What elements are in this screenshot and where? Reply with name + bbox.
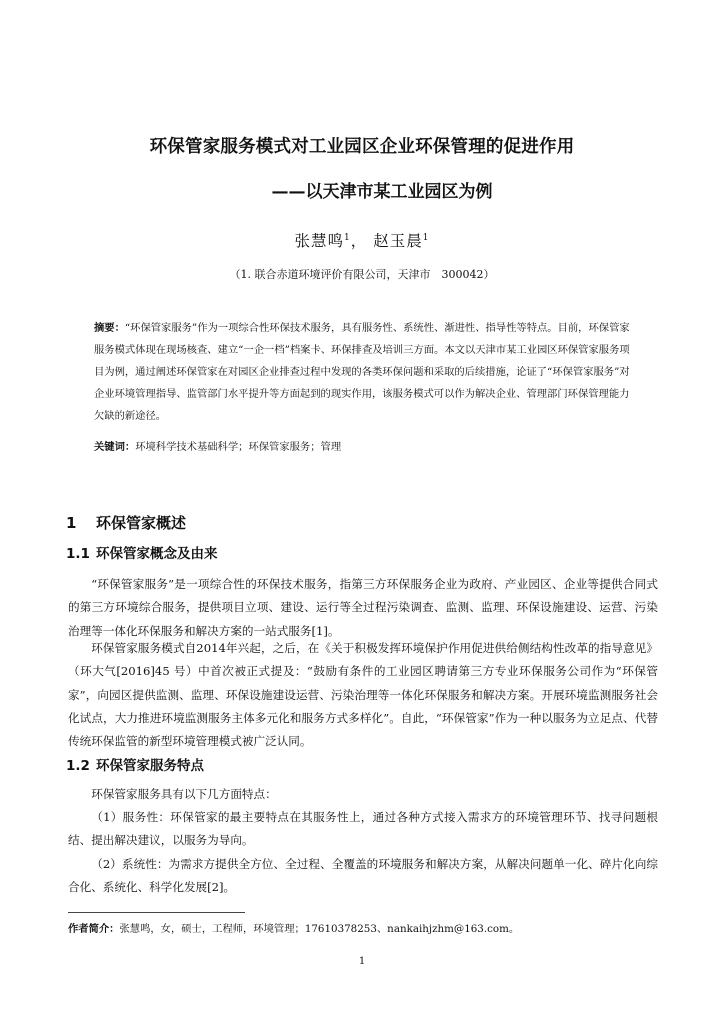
section-number: 1 <box>66 514 77 532</box>
section-heading-1 <box>66 512 186 533</box>
abstract-text: “环保管家服务”作为一项综合性环保技术服务，具有服务性、系统性、渐进性、指导性等特点。目前，环保管家服务模式体现在现场核查、建立“一企一档”档案卡、环保排查及培训三方面。本文以天津市某工业园区环保管家服务项目为例，通过阐述环保管家在对园区企业排查过程中发现的各类环保问题和采取的后续措施，论证了“环保管家服务”对企业环境管理指导、监管部门水平提升等方面起到的现实作用，该服务模式可以作为解决企业、管理部门环保管理能力欠缺的新途径。 <box>94 322 630 422</box>
author-list <box>0 229 724 251</box>
section-heading-1-1 <box>66 542 218 562</box>
abstract <box>94 317 632 427</box>
section-number: 1.1 <box>66 546 90 562</box>
footnote-label: 作者简介： <box>68 923 120 935</box>
paper-title: 环保管家服务模式对工业园区企业环保管理的促进作用 <box>149 137 575 157</box>
affiliation: （1. 联合赤道环境评价有限公司，天津市 300042） <box>229 268 495 281</box>
section-heading-1-2 <box>66 754 204 774</box>
section-title: 环保管家概述 <box>96 514 187 532</box>
section-title: 环保管家服务特点 <box>96 758 204 774</box>
keywords <box>94 436 632 458</box>
body-paragraph: “环保管家服务”是一项综合性的环保技术服务，指第三方环保服务企业为政府、产业园区、企业等提供合同式的第三方环境综合服务，提供项目立项、建设、运行等全过程污染调查、监测、监理、环保设施建设、运营、污染治理等一体化环保服务和解决方案的一站式服务[1]。 <box>68 577 658 638</box>
author-name: 赵玉晨 <box>373 232 423 250</box>
keywords-label: 关键词： <box>94 441 136 453</box>
author-name: 张慧鸣 <box>294 232 345 250</box>
body-paragraph: 环保管家服务模式自2014年兴起，之后，在《关于积极发挥环境保护作用促进供给侧结构性改革的指导意见》（环大气[2016]45 号）中首次被正式提及：“鼓励有条件的工业园区聘请第三方专业环保服务公司作为“环保管家”，向园区提供监测、监理、环保设施建设运营、污染治理等一体化环保服务和解决方案。开展环境监测服务社会化试点，大力推进环境监测服务主体多元化和服务方式多样化”。自此，“环保管家”作为一种以服务为立足点、代替传统环保监管的新型环境管理模式被广泛认同。 <box>68 641 658 749</box>
body-paragraph: （1）服务性：环保管家的最主要特点在其服务性上，通过各种方式接入需求方的环境管理环节、找寻问题根结、提出解决建议，以服务为导向。 <box>68 810 658 848</box>
section-title: 环保管家概念及由来 <box>96 546 218 562</box>
footnote-text: 张慧鸣，女，硕士，工程师，环境管理；17610378253、nankaihjzhm@163.com。 <box>119 923 520 935</box>
abstract-label: 摘要： <box>94 322 125 334</box>
page-number: 1 <box>358 956 366 967</box>
keywords-text: 环境科学技术基础科学；环保管家服务；管理 <box>135 441 342 453</box>
paper-subtitle: ——以天津市某工业园区为例 <box>271 182 493 202</box>
author-separator: ， <box>350 232 368 250</box>
author-footnote <box>68 920 519 935</box>
body-paragraph: 环保管家服务具有以下几方面特点： <box>91 787 277 801</box>
footnote-divider <box>68 912 245 913</box>
author-affiliation-mark: 1 <box>422 232 430 243</box>
section-number: 1.2 <box>66 758 90 774</box>
body-paragraph: （2）系统性：为需求方提供全方位、全过程、全覆盖的环境服务和解决方案，从解决问题单一化、碎片化向综合化、系统化、科学化发展[2]。 <box>68 857 658 895</box>
author-affiliation-mark: 1 <box>344 232 351 243</box>
